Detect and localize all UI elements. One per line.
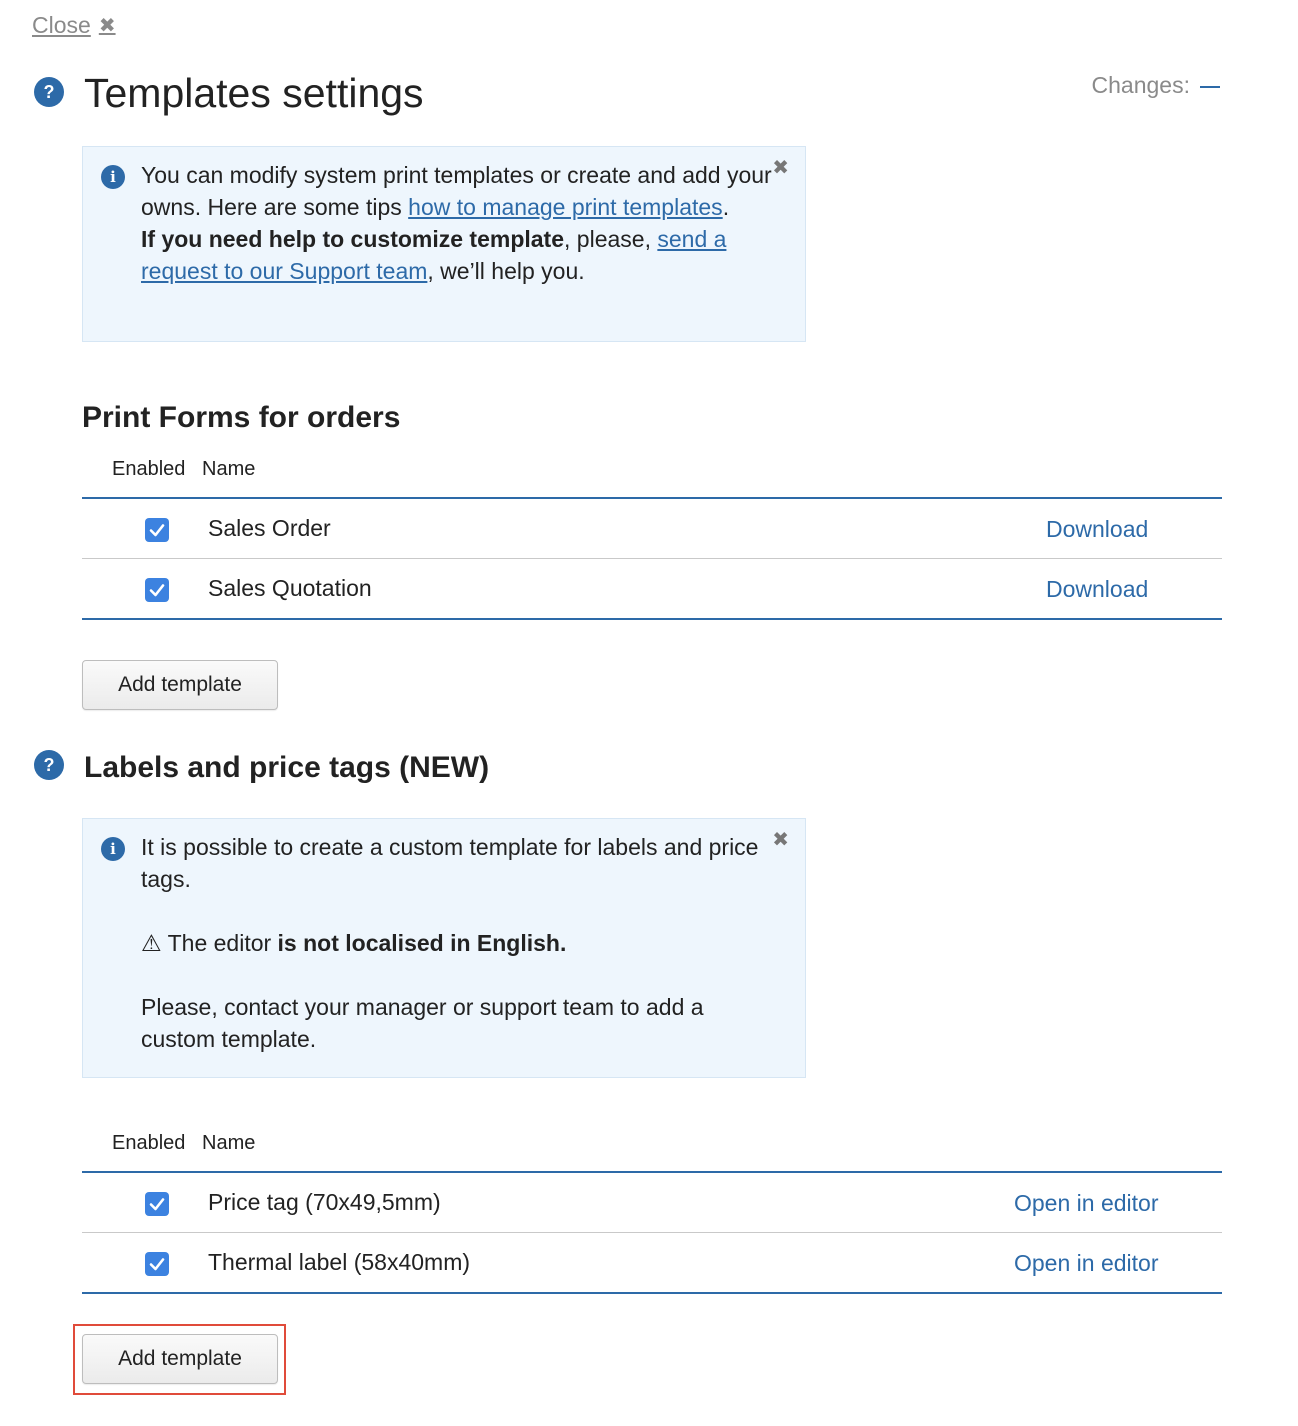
warning-bold-text: is not localised in English. [277,930,567,956]
column-header-name: Name [202,458,256,480]
close-label[interactable]: Close [32,12,91,38]
warning-line [141,927,781,959]
close-icon[interactable]: ✖ [772,829,789,851]
column-header-enabled: Enabled [112,1132,186,1154]
open-in-editor-link[interactable]: Open in editor [1014,1190,1159,1216]
table-row [82,499,1222,558]
download-link[interactable]: Download [1046,516,1149,542]
enabled-checkbox[interactable] [145,1252,169,1276]
enabled-checkbox[interactable] [145,518,169,542]
info-paragraph: It is possible to create a custom template for labels and price tags. [141,834,759,892]
table-row [82,558,1222,618]
page-title: Templates settings [84,70,424,116]
print-forms-title: Print Forms for orders [82,401,401,434]
download-link[interactable]: Download [1046,576,1149,602]
close-icon[interactable]: ✖ [772,157,789,179]
warning-icon: ⚠ [141,930,162,956]
info-text-part: , we’ll help you. [427,258,585,284]
help-icon[interactable]: ? [34,750,64,780]
template-name: Sales Quotation [208,575,372,601]
template-name: Price tag (70x49,5mm) [208,1189,441,1215]
info-text-part: You can modify system print templates or create and add your owns. Here are some tips [141,162,772,220]
changes-dash-icon [1200,86,1220,88]
open-in-editor-link[interactable]: Open in editor [1014,1250,1159,1276]
checkmark-icon [148,1195,166,1213]
info-text [141,159,781,287]
add-template-button[interactable]: Add template [82,1334,278,1384]
close-icon[interactable]: ✖ [98,15,116,37]
column-header-enabled: Enabled [112,458,186,480]
checkmark-icon [148,1255,166,1273]
info-icon: i [101,837,125,861]
info-box-labels [82,818,806,1078]
checkmark-icon [148,581,166,599]
column-header-name: Name [202,1132,256,1154]
info-text [141,831,781,1055]
info-box-templates [82,146,806,342]
info-paragraph: Please, contact your manager or support team to add a custom template. [141,994,704,1052]
table-row [82,1173,1222,1232]
template-name: Sales Order [208,515,331,541]
warning-text: The editor [161,930,278,956]
support-request-link[interactable]: send a request to our Support team [141,226,727,284]
table-row [82,1232,1222,1292]
help-icon[interactable]: ? [34,77,64,107]
info-text-part: , please, [564,226,658,252]
changes-indicator [1092,72,1220,99]
enabled-checkbox[interactable] [145,1192,169,1216]
info-text-part: . [722,194,730,220]
labels-title: Labels and price tags (NEW) [84,751,490,784]
add-template-button[interactable]: Add template [82,660,278,710]
labels-table [82,1171,1222,1294]
print-forms-table [82,497,1222,620]
info-bold-text: If you need help to customize template [141,226,565,252]
checkmark-icon [148,521,166,539]
changes-label: Changes: [1091,72,1190,98]
enabled-checkbox[interactable] [145,578,169,602]
template-name: Thermal label (58x40mm) [208,1249,471,1275]
close-link[interactable] [32,12,116,39]
how-to-manage-link[interactable]: how to manage print templates [408,194,723,220]
info-icon: i [101,165,125,189]
